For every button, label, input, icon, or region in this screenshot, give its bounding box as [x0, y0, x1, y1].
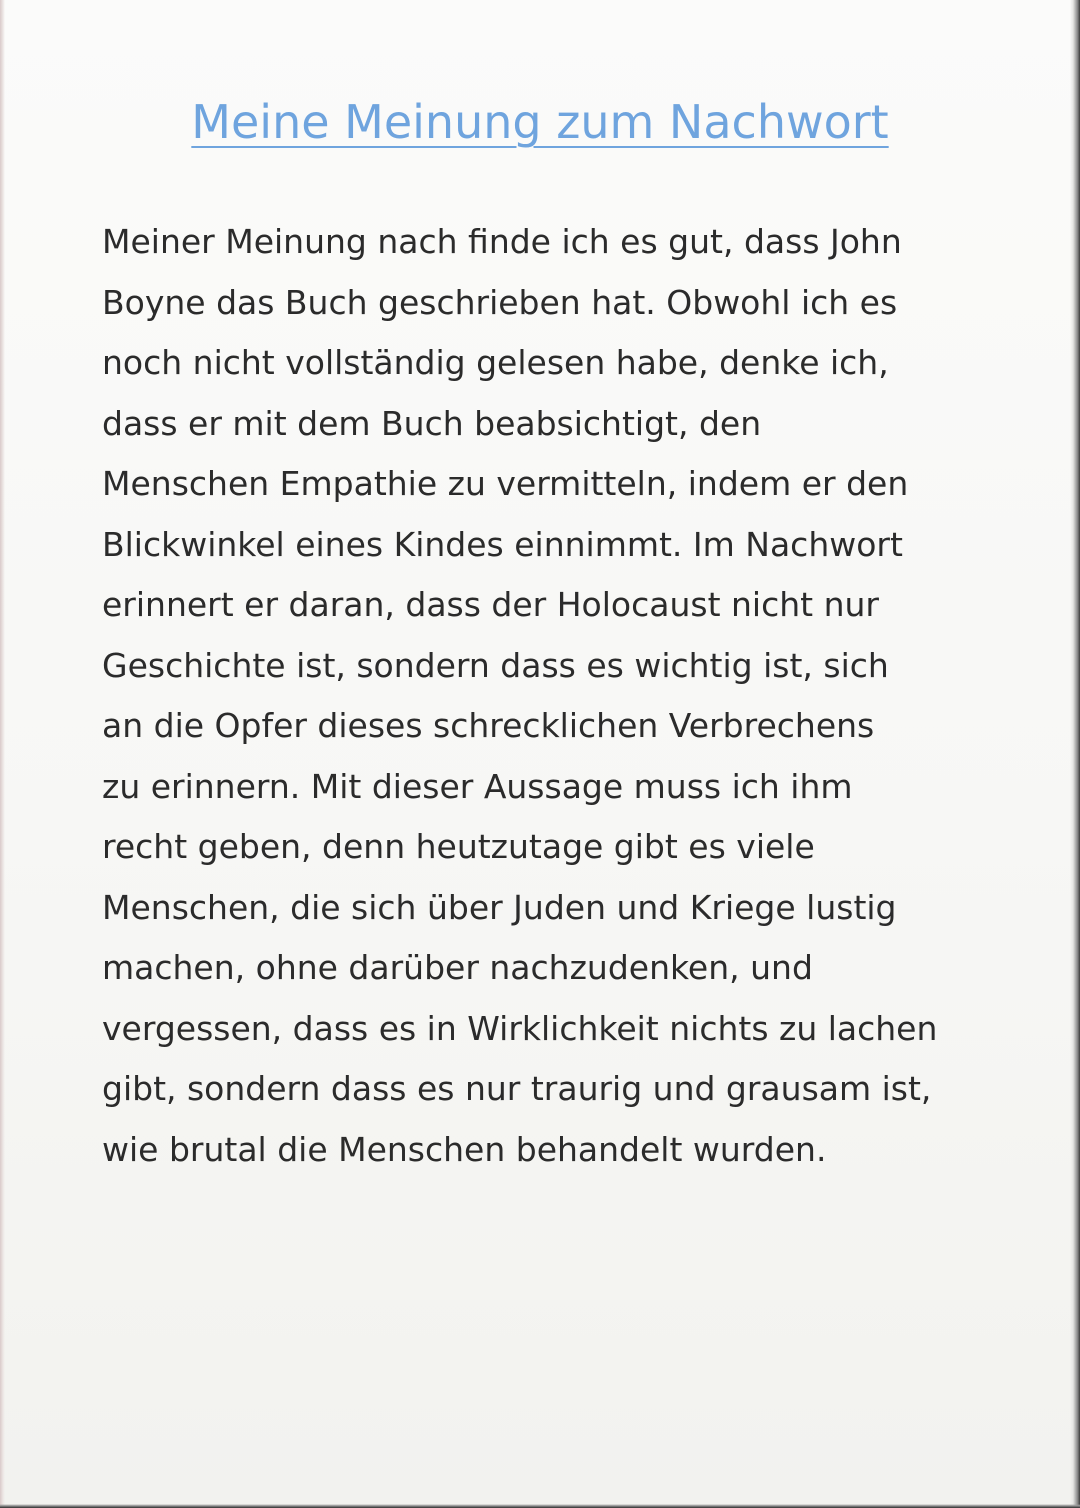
paragraph-line: machen, ohne darüber nachzudenken, und [102, 948, 813, 987]
paragraph-line: erinnert er daran, dass der Holocaust nicht nur [102, 585, 879, 624]
paper-edge-right [1070, 0, 1080, 1508]
paragraph-line: dass er mit dem Buch beabsichtigt, den [102, 403, 762, 443]
paragraph-line: an die Opfer dieses schrecklichen Verbrechens [102, 706, 875, 745]
paragraph-line: Menschen Empathie zu vermitteln, indem er den [102, 464, 909, 503]
body-paragraph [102, 212, 972, 1180]
paragraph-line: Blickwinkel eines Kindes einnimmt. Im Nachwort [102, 524, 903, 564]
paragraph-line: zu erinnern. Mit dieser Aussage muss ich ihm [102, 766, 853, 806]
paragraph-line: Geschichte ist, sondern dass es wichtig ist, sich [102, 645, 889, 685]
paragraph-line: Menschen, die sich über Juden und Kriege lustig [102, 887, 897, 927]
paragraph-line: vergessen, dass es in Wirklichkeit nichts zu lachen [102, 1008, 938, 1048]
page-title [0, 92, 1080, 152]
paragraph-line: Meiner Meinung nach finde ich es gut, dass John [102, 222, 902, 261]
paragraph-line: gibt, sondern dass es nur traurig und grausam ist, [102, 1069, 932, 1108]
paragraph-line: recht geben, denn heutzutage gibt es viele [102, 827, 815, 866]
paper-edge-left [0, 0, 5, 1508]
paragraph-line: wie brutal die Menschen behandelt wurden. [102, 1129, 827, 1169]
paragraph-line: noch nicht vollständig gelesen habe, denke ich, [102, 343, 889, 382]
paper-edge-bottom [0, 1504, 1080, 1508]
page-title-text: Meine Meinung zum Nachwort [191, 95, 889, 149]
paragraph-line: Boyne das Buch geschrieben hat. Obwohl ich es [102, 282, 898, 322]
